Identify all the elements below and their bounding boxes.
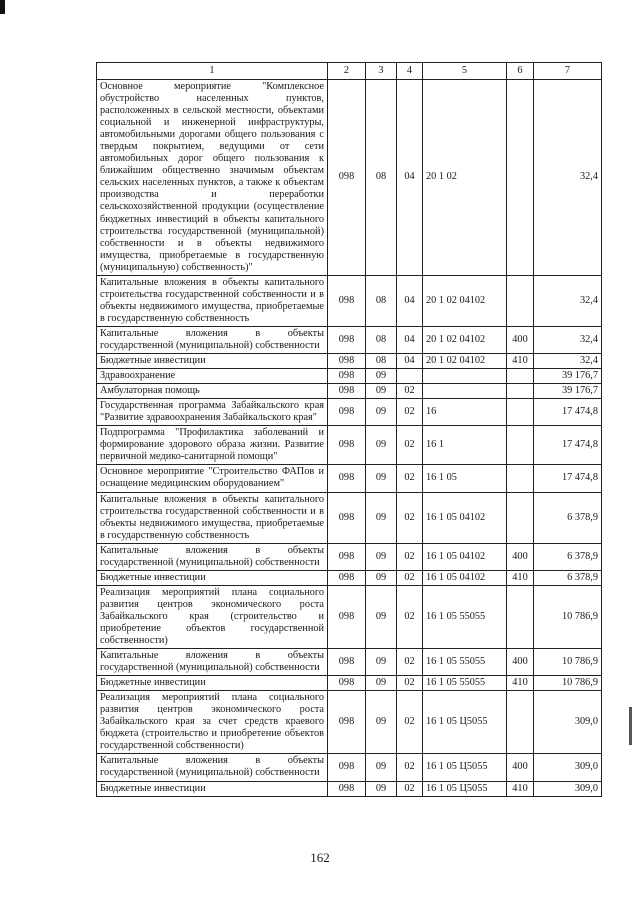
item-name: Бюджетные инвестиции [97,781,328,796]
expense-type-code: 410 [507,354,534,369]
amount: 10 786,9 [534,585,602,648]
ministry-code: 098 [328,354,366,369]
subsection-code: 04 [397,326,423,353]
amount: 6 378,9 [534,543,602,570]
scan-corner-mark [0,0,5,14]
target-article-code: 16 1 [423,426,507,465]
section-code: 09 [366,465,397,492]
subsection-code: 02 [397,492,423,543]
target-article-code: 16 1 05 04102 [423,543,507,570]
expense-type-code [507,384,534,399]
expense-type-code: 400 [507,326,534,353]
amount: 17 474,8 [534,399,602,426]
amount: 6 378,9 [534,570,602,585]
table-row [97,781,602,796]
table-row [97,426,602,465]
subsection-code: 02 [397,465,423,492]
item-name: Основное мероприятие "Строительство ФАПов и оснащение медицинским оборудованием" [97,465,328,492]
table-row [97,492,602,543]
amount: 17 474,8 [534,426,602,465]
subsection-code: 04 [397,80,423,276]
amount: 6 378,9 [534,492,602,543]
amount: 39 176,7 [534,384,602,399]
subsection-code: 02 [397,676,423,691]
section-code: 09 [366,585,397,648]
column-header-3: 3 [366,63,397,80]
table-row [97,275,602,326]
page-number: 162 [310,850,330,865]
item-name: Бюджетные инвестиции [97,354,328,369]
item-name: Реализация мероприятий плана социального развития центров экономического роста Забайкальского края (строительство и приобретение объектов государственной собственности) [97,585,328,648]
expense-type-code: 410 [507,781,534,796]
table-row [97,585,602,648]
table-row [97,354,602,369]
expense-type-code [507,399,534,426]
section-code: 08 [366,80,397,276]
item-name: Реализация мероприятий плана социального развития центров экономического роста Забайкальского края за счет средств краевого бюджета (строительство и приобретение объектов государственной собственности) [97,691,328,754]
table-row [97,326,602,353]
section-code: 09 [366,649,397,676]
amount: 32,4 [534,80,602,276]
target-article-code [423,369,507,384]
section-code: 08 [366,326,397,353]
amount: 10 786,9 [534,649,602,676]
section-code: 08 [366,275,397,326]
target-article-code: 16 1 05 55055 [423,585,507,648]
target-article-code: 20 1 02 04102 [423,354,507,369]
table-row [97,465,602,492]
ministry-code: 098 [328,649,366,676]
section-code: 09 [366,754,397,781]
column-header-5: 5 [423,63,507,80]
target-article-code: 16 1 05 [423,465,507,492]
amount: 32,4 [534,275,602,326]
expense-type-code: 410 [507,570,534,585]
section-code: 09 [366,543,397,570]
amount: 32,4 [534,326,602,353]
subsection-code: 02 [397,426,423,465]
column-header-6: 6 [507,63,534,80]
subsection-code: 02 [397,781,423,796]
subsection-code: 04 [397,354,423,369]
item-name: Капитальные вложения в объекты государственной (муниципальной) собственности [97,754,328,781]
ministry-code: 098 [328,275,366,326]
header-row [97,63,602,80]
item-name: Бюджетные инвестиции [97,570,328,585]
budget-table [96,62,602,797]
expense-type-code [507,585,534,648]
item-name: Капитальные вложения в объекты государственной (муниципальной) собственности [97,649,328,676]
ministry-code: 098 [328,754,366,781]
scan-side-mark [629,707,632,745]
target-article-code: 16 1 05 55055 [423,676,507,691]
target-article-code [423,384,507,399]
subsection-code: 02 [397,570,423,585]
table-row [97,369,602,384]
amount: 32,4 [534,354,602,369]
expense-type-code [507,465,534,492]
target-article-code: 16 1 05 04102 [423,570,507,585]
subsection-code: 02 [397,691,423,754]
target-article-code: 16 1 05 55055 [423,649,507,676]
target-article-code: 16 1 05 Ц5055 [423,691,507,754]
ministry-code: 098 [328,426,366,465]
subsection-code: 04 [397,275,423,326]
table-row [97,691,602,754]
column-header-2: 2 [328,63,366,80]
subsection-code: 02 [397,399,423,426]
amount: 309,0 [534,781,602,796]
section-code: 09 [366,492,397,543]
ministry-code: 098 [328,399,366,426]
target-article-code: 16 1 05 Ц5055 [423,781,507,796]
table-row [97,399,602,426]
subsection-code: 02 [397,543,423,570]
expense-type-code [507,369,534,384]
target-article-code: 16 1 05 Ц5055 [423,754,507,781]
ministry-code: 098 [328,676,366,691]
table-row [97,543,602,570]
ministry-code: 098 [328,369,366,384]
subsection-code: 02 [397,754,423,781]
item-name: Капитальные вложения в объекты государственной (муниципальной) собственности [97,543,328,570]
table-body [97,80,602,797]
target-article-code: 16 1 05 04102 [423,492,507,543]
section-code: 09 [366,781,397,796]
subsection-code: 02 [397,649,423,676]
ministry-code: 098 [328,384,366,399]
expense-type-code: 410 [507,676,534,691]
section-code: 09 [366,369,397,384]
table-header [97,63,602,80]
expense-type-code [507,691,534,754]
column-header-1: 1 [97,63,328,80]
table-row [97,649,602,676]
ministry-code: 098 [328,543,366,570]
ministry-code: 098 [328,585,366,648]
ministry-code: 098 [328,492,366,543]
target-article-code: 20 1 02 04102 [423,326,507,353]
table-row [97,80,602,276]
expense-type-code: 400 [507,754,534,781]
section-code: 09 [366,691,397,754]
section-code: 08 [366,354,397,369]
section-code: 09 [366,570,397,585]
item-name: Капитальные вложения в объекты капитального строительства государственной собственности и в объекты недвижимого имущества, приобретаемые в государственную собственность [97,275,328,326]
item-name: Капитальные вложения в объекты государственной (муниципальной) собственности [97,326,328,353]
item-name: Государственная программа Забайкальского края "Развитие здравоохранения Забайкальского края" [97,399,328,426]
amount: 39 176,7 [534,369,602,384]
ministry-code: 098 [328,781,366,796]
expense-type-code: 400 [507,543,534,570]
ministry-code: 098 [328,326,366,353]
table-row [97,754,602,781]
target-article-code: 20 1 02 04102 [423,275,507,326]
amount: 309,0 [534,691,602,754]
amount: 309,0 [534,754,602,781]
expense-type-code [507,426,534,465]
section-code: 09 [366,399,397,426]
expense-type-code: 400 [507,649,534,676]
item-name: Амбулаторная помощь [97,384,328,399]
subsection-code: 02 [397,585,423,648]
item-name: Бюджетные инвестиции [97,676,328,691]
column-header-7: 7 [534,63,602,80]
amount: 10 786,9 [534,676,602,691]
item-name: Капитальные вложения в объекты капитального строительства государственной собственности и в объекты недвижимого имущества, приобретаемые в государственную собственность [97,492,328,543]
expense-type-code [507,80,534,276]
section-code: 09 [366,676,397,691]
amount: 17 474,8 [534,465,602,492]
item-name: Подпрограмма "Профилактика заболеваний и формирование здорового образа жизни. Развитие первичной медико-санитарной помощи" [97,426,328,465]
ministry-code: 098 [328,691,366,754]
table-row [97,570,602,585]
item-name: Здравоохранение [97,369,328,384]
table-row [97,676,602,691]
ministry-code: 098 [328,465,366,492]
table-row [97,384,602,399]
ministry-code: 098 [328,80,366,276]
ministry-code: 098 [328,570,366,585]
section-code: 09 [366,426,397,465]
column-header-4: 4 [397,63,423,80]
subsection-code [397,369,423,384]
target-article-code: 20 1 02 [423,80,507,276]
subsection-code: 02 [397,384,423,399]
expense-type-code [507,275,534,326]
expense-type-code [507,492,534,543]
section-code: 09 [366,384,397,399]
item-name: Основное мероприятие "Комплексное обустройство населенных пунктов, расположенных в сельской местности, объектами социальной и инженерной инфраструктуры, автомобильными дорогами общего пользования с твердым покрытием, ведущими от сети автомобильных дорог общего пользования к ближайшим общественно значимым объектам сельских населенных пунктов, а также к объектам производства и переработки сельскохозяйственной продукции (осуществление бюджетных инвестиций в объекты капитального строительства государственной (муниципальной) собственности и в объекты недвижимого имущества, приобретаемые в государственную (муниципальную) собственность)" [97,80,328,276]
target-article-code: 16 [423,399,507,426]
